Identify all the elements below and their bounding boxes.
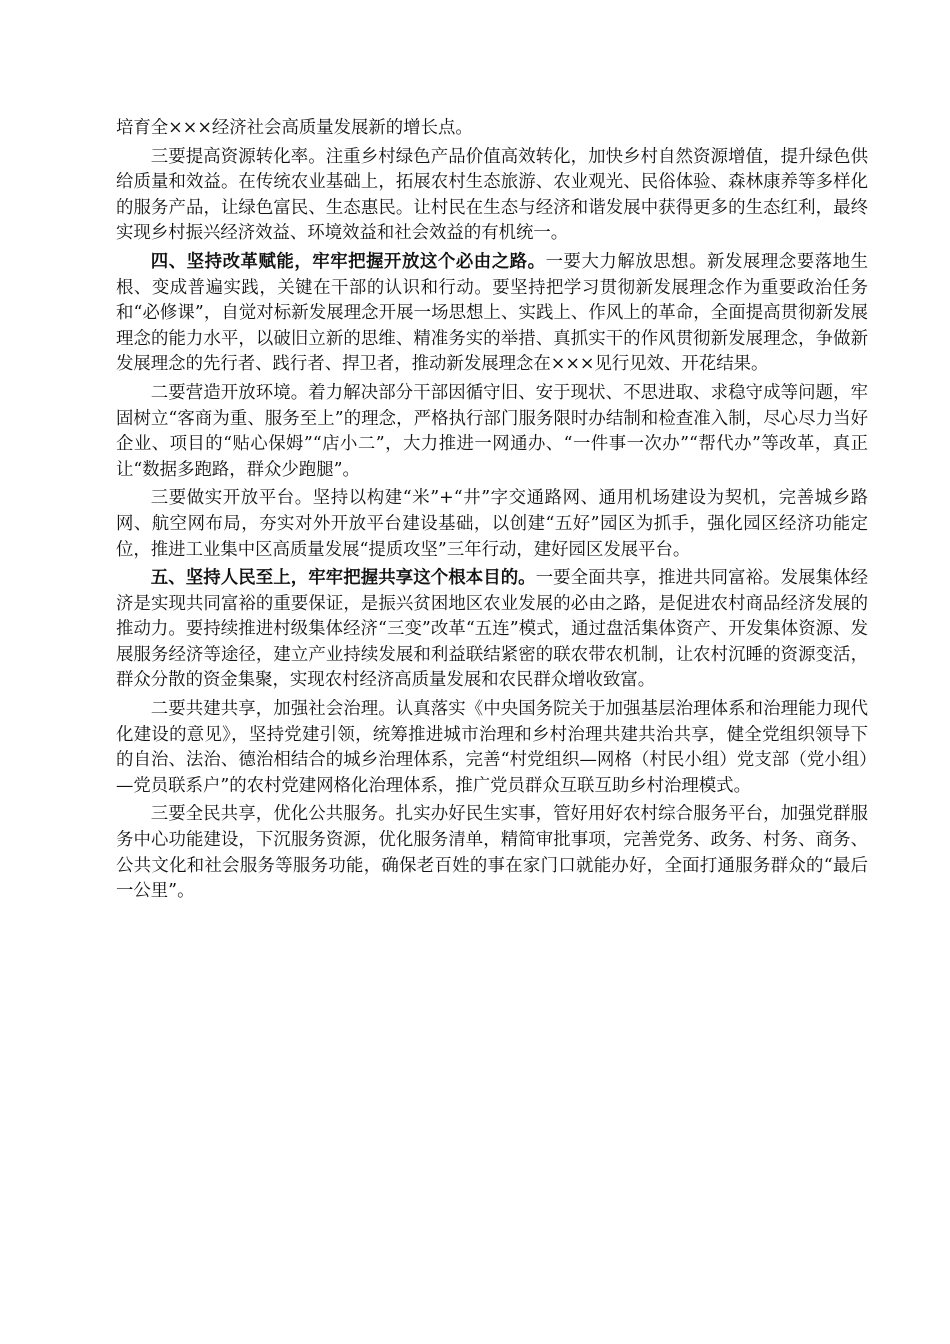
paragraph-2	[116, 145, 868, 247]
paragraph-4	[116, 381, 868, 483]
paragraph-4-text: 二要营造开放环境。着力解决部分干部因循守旧、安于现状、不思进取、求稳守成等问题，牢固树立“客商为重、服务至上”的理念，严格执行部门服务限时办结制和检查准入制，尽心尽力当好企业、项目的“贴心保姆”“店小二”，大力推进一网通办、“一件事一次办”“帮代办”等改革，真正让“数据多跑路，群众少跑腿”。	[116, 382, 868, 480]
section-five-heading: 五、坚持人民至上，牢牢把握共享这个根本目的。	[150, 568, 536, 589]
paragraph-6	[116, 566, 868, 694]
paragraph-3-text: 一要大力解放思想。新发展理念要落地生根、变成普遍实践，关键在干部的认识和行动。要坚持把学习贯彻新发展理念作为重要政治任务和“必修课”，自觉对标新发展理念开展一场思想上、实践上、作风上的革命，全面提高贯彻新发展理念的能力水平，以破旧立新的思维、精准务实的举措、真抓实干的作风贯彻新发展理念，争做新发展理念的先行者、践行者、捍卫者，推动新发展理念在×××见行见效、开花结果。	[116, 251, 868, 375]
section-four-heading: 四、坚持改革赋能，牢牢把握开放这个必由之路。	[150, 251, 546, 272]
paragraph-5-text: 三要做实开放平台。坚持以构建“米”+“井”字交通路网、通用机场建设为契机，完善城乡路网、航空网布局，夯实对外开放平台建设基础，以创建“五好”园区为抓手，强化园区经济功能定位，推进工业集中区高质量发展“提质攻坚”三年行动，建好园区发展平台。	[116, 488, 868, 560]
paragraph-1	[116, 116, 868, 142]
paragraph-1-text: 培育全×××经济社会高质量发展新的增长点。	[116, 118, 473, 138]
paragraph-5	[116, 486, 868, 563]
paragraph-7-text: 二要共建共享，加强社会治理。认真落实《中央国务院关于加强基层治理体系和治理能力现代化建设的意见》，坚持党建引领，统筹推进城市治理和乡村治理共建共治共享，健全党组织领导下的自治、法治、德治相结合的城乡治理体系，完善“村党组织—网格（村民小组）党支部（党小组）—党员联系户”的农村党建网格化治理体系，推广党员群众互联互助乡村治理模式。	[116, 699, 868, 796]
paragraph-3	[116, 250, 868, 378]
paragraph-2-text: 三要提高资源转化率。注重乡村绿色产品价值高效转化，加快乡村自然资源增值，提升绿色供给质量和效益。在传统农业基础上，拓展农村生态旅游、农业观光、民俗体验、森林康养等多样化的服务产品，让绿色富民、生态惠民。让村民在生态与经济和谐发展中获得更多的生态红利，最终实现乡村振兴经济效益、环境效益和社会效益的有机统一。	[116, 146, 868, 244]
paragraph-8-text: 三要全民共享，优化公共服务。扎实办好民生实事，管好用好农村综合服务平台，加强党群服务中心功能建设，下沉服务资源，优化服务清单，精简审批事项，完善党务、政务、村务、商务、公共文化和社会服务等服务功能，确保老百姓的事在家门口就能办好，全面打通服务群众的“最后一公里”。	[116, 804, 868, 902]
document-page	[116, 116, 868, 908]
paragraph-7	[116, 697, 868, 799]
paragraph-6-text: 一要全面共享，推进共同富裕。发展集体经济是实现共同富裕的重要保证，是振兴贫困地区农业发展的必由之路，是促进农村商品经济发展的推动力。要持续推进村级集体经济“三变”改革“五连”模式，通过盘活集体资产、开发集体资源、发展服务经济等途径，建立产业持续发展和利益联结紧密的联农带农机制，让农村沉睡的资源变活，群众分散的资金集聚，实现农村经济高质量发展和农民群众增收致富。	[116, 568, 868, 691]
paragraph-8	[116, 802, 868, 904]
